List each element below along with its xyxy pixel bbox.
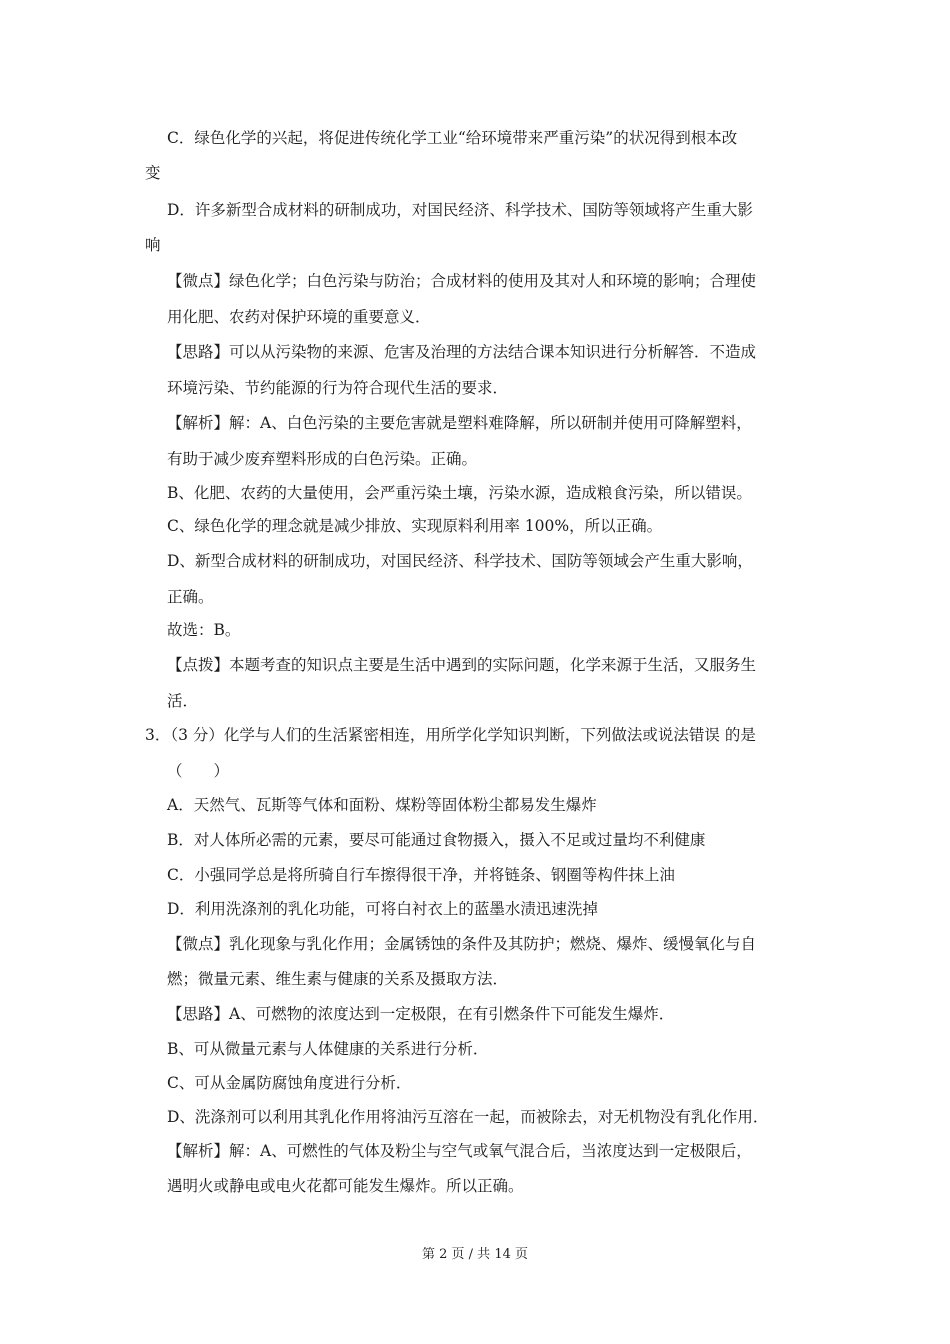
- jiexi-d-line-2: 正确。: [167, 588, 214, 606]
- option-d-line-1: D．许多新型合成材料的研制成功，对国民经济、科学技术、国防等领域将产生重大影: [167, 201, 753, 219]
- q3-silu-line-1: 【思路】A、可燃物的浓度达到一定极限，在有引燃条件下可能发生爆炸．: [167, 1005, 675, 1023]
- q3-weidian-line-2: 燃；微量元素、维生素与健康的关系及摄取方法．: [167, 970, 509, 988]
- silu-line-2: 环境污染、节约能源的行为符合现代生活的要求．: [167, 379, 509, 397]
- silu-line-1: 【思路】可以从污染物的来源、危害及治理的方法结合课本知识进行分析解答．不造成: [167, 343, 757, 361]
- q3-jiexi-line-2: 遇明火或静电或电火花都可能发生爆炸。所以正确。: [167, 1177, 524, 1195]
- q3-option-a: A．天然气、瓦斯等气体和面粉、煤粉等固体粉尘都易发生爆炸: [167, 796, 597, 814]
- weidian-line-2: 用化肥、农药对保护环境的重要意义．: [167, 308, 431, 326]
- jiexi-line-2: 有助于减少废弃塑料形成的白色污染。正确。: [167, 450, 478, 468]
- jiexi-c-line: C、绿色化学的理念就是减少排放、实现原料利用率 100%，所以正确。: [167, 517, 663, 535]
- dianbo-line-2: 活．: [167, 692, 199, 710]
- q3-weidian-line-1: 【微点】乳化现象与乳化作用；金属锈蚀的条件及其防护；燃烧、爆炸、缓慢氧化与自: [167, 935, 757, 953]
- q3-silu-line-3: C、可从金属防腐蚀角度进行分析．: [167, 1074, 412, 1092]
- q3-silu-line-2: B、可从微量元素与人体健康的关系进行分析．: [167, 1040, 489, 1058]
- option-c-line-2: 变: [145, 164, 161, 182]
- option-c-line-1: C．绿色化学的兴起，将促进传统化学工业“给环境带来严重污染”的状况得到根本改: [167, 129, 738, 147]
- jiexi-d-line-1: D、新型合成材料的研制成功，对国民经济、科学技术、国防等领域会产生重大影响，: [167, 552, 753, 570]
- page-footer: 第 2 页 / 共 14 页: [422, 1247, 528, 1262]
- jiexi-b-line: B、化肥、农药的大量使用，会严重污染土壤，污染水源，造成粮食污染，所以错误。: [167, 484, 752, 502]
- option-d-line-2: 响: [145, 236, 161, 254]
- answer-line: 故选：B。: [167, 621, 241, 639]
- q3-option-d: D．利用洗涤剂的乳化功能，可将白衬衣上的蓝墨水渍迅速洗掉: [167, 900, 598, 918]
- question-3-line-2: （ ）: [167, 762, 230, 780]
- jiexi-line-1: 【解析】解：A、白色污染的主要危害就是塑料难降解，所以研制并使用可降解塑料，: [167, 414, 752, 432]
- question-3-line-1: 3．（3 分）化学与人们的生活紧密相连，用所学化学知识判断，下列做法或说法错误 的是: [145, 726, 756, 744]
- q3-silu-line-4: D、洗涤剂可以利用其乳化作用将油污互溶在一起，而被除去，对无机物没有乳化作用．: [167, 1108, 769, 1126]
- q3-option-c: C．小强同学总是将所骑自行车擦得很干净，并将链条、钢圈等构件抹上油: [167, 866, 675, 884]
- weidian-line-1: 【微点】绿色化学；白色污染与防治；合成材料的使用及其对人和环境的影响；合理使: [167, 272, 757, 290]
- q3-option-b: B．对人体所必需的元素，要尽可能通过食物摄入，摄入不足或过量均不利健康: [167, 831, 706, 849]
- q3-jiexi-line-1: 【解析】解：A、可燃性的气体及粉尘与空气或氧气混合后，当浓度达到一定极限后，: [167, 1142, 752, 1160]
- dianbo-line-1: 【点拨】本题考查的知识点主要是生活中遇到的实际问题，化学来源于生活，又服务生: [167, 656, 757, 674]
